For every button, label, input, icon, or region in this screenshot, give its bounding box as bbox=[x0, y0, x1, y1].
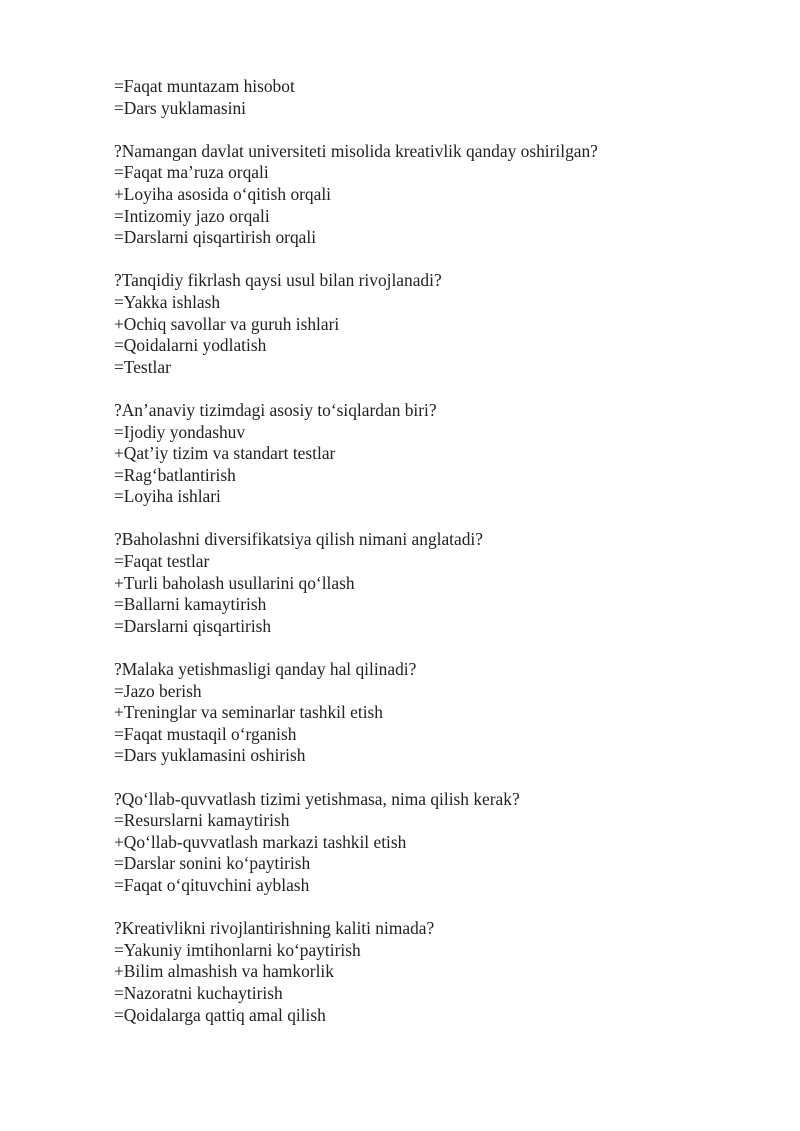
question-text: ?Baholashni diversifikatsiya qilish nimani anglatadi? bbox=[114, 529, 483, 550]
question-block bbox=[114, 789, 754, 897]
answer-option: =Faqat testlar bbox=[114, 551, 210, 572]
answer-option: =Nazoratni kuchaytirish bbox=[114, 982, 283, 1003]
answer-option: =Faqat mustaqil o‘rganish bbox=[114, 723, 297, 744]
answer-option: =Ballarni kamaytirish bbox=[114, 594, 267, 615]
answer-option-correct: +Qat’iy tizim va standart testlar bbox=[114, 443, 336, 464]
question-text: ?Tanqidiy fikrlash qaysi usul bilan rivojlanadi? bbox=[114, 270, 442, 291]
lead-line: =Dars yuklamasini bbox=[114, 97, 247, 118]
question-text: ?An’anaviy tizimdagi asosiy to‘siqlardan biri? bbox=[114, 399, 437, 420]
answer-option: =Faqat ma’ruza orqali bbox=[114, 162, 269, 183]
answer-option: =Ijodiy yondashuv bbox=[114, 421, 246, 442]
answer-option: =Faqat o‘qituvchini ayblash bbox=[114, 874, 310, 895]
question-block bbox=[114, 529, 754, 637]
paragraph-gap bbox=[114, 897, 754, 919]
answer-option: =Qoidalarga qattiq amal qilish bbox=[114, 1004, 326, 1025]
question-text: ?Kreativlikni rivojlantirishning kaliti nimada? bbox=[114, 918, 435, 939]
answer-option-correct: +Ochiq savollar va guruh ishlari bbox=[114, 313, 340, 334]
question-block bbox=[114, 918, 754, 1026]
answer-option: =Yakka ishlash bbox=[114, 291, 221, 312]
lead-line: =Faqat muntazam hisobot bbox=[114, 76, 295, 96]
answer-option-correct: +Qo‘llab-quvvatlash markazi tashkil etish bbox=[114, 831, 407, 852]
answer-option: =Resurslarni kamaytirish bbox=[114, 810, 290, 831]
paragraph-gap bbox=[114, 119, 754, 141]
answer-option-correct: +Turli baholash usullarini qo‘llash bbox=[114, 572, 355, 593]
paragraph-gap bbox=[114, 637, 754, 659]
question-block bbox=[114, 141, 754, 249]
answer-option-correct: +Loyiha asosida o‘qitish orqali bbox=[114, 183, 332, 204]
question-block bbox=[114, 400, 754, 508]
question-block bbox=[114, 659, 754, 767]
answer-option-correct: +Bilim almashish va hamkorlik bbox=[114, 961, 334, 982]
paragraph-gap bbox=[114, 249, 754, 271]
answer-option: =Testlar bbox=[114, 356, 171, 377]
question-text: ?Namangan davlat universiteti misolida kreativlik qanday oshirilgan? bbox=[114, 140, 598, 161]
answer-option: =Darslarni qisqartirish bbox=[114, 615, 272, 636]
question-block bbox=[114, 270, 754, 378]
paragraph-gap bbox=[114, 378, 754, 400]
answer-option: =Intizomiy jazo orqali bbox=[114, 205, 270, 226]
answer-option: =Rag‘batlantirish bbox=[114, 464, 236, 485]
paragraph-gap bbox=[114, 767, 754, 789]
answer-option: =Darslarni qisqartirish orqali bbox=[114, 227, 317, 248]
answer-option: =Yakuniy imtihonlarni ko‘paytirish bbox=[114, 939, 361, 960]
paragraph-gap bbox=[114, 508, 754, 530]
answer-option: =Darslar sonini ko‘paytirish bbox=[114, 853, 311, 874]
question-text: ?Malaka yetishmasligi qanday hal qilinadi? bbox=[114, 659, 417, 680]
question-text: ?Qo‘llab-quvvatlash tizimi yetishmasa, nima qilish kerak? bbox=[114, 788, 520, 809]
answer-option: =Loyiha ishlari bbox=[114, 486, 221, 507]
answer-option: =Qoidalarni yodlatish bbox=[114, 335, 267, 356]
answer-option: =Dars yuklamasini oshirish bbox=[114, 745, 306, 766]
document-body bbox=[114, 76, 754, 1026]
answer-option: =Jazo berish bbox=[114, 680, 202, 701]
answer-option-correct: +Treninglar va seminarlar tashkil etish bbox=[114, 702, 384, 723]
